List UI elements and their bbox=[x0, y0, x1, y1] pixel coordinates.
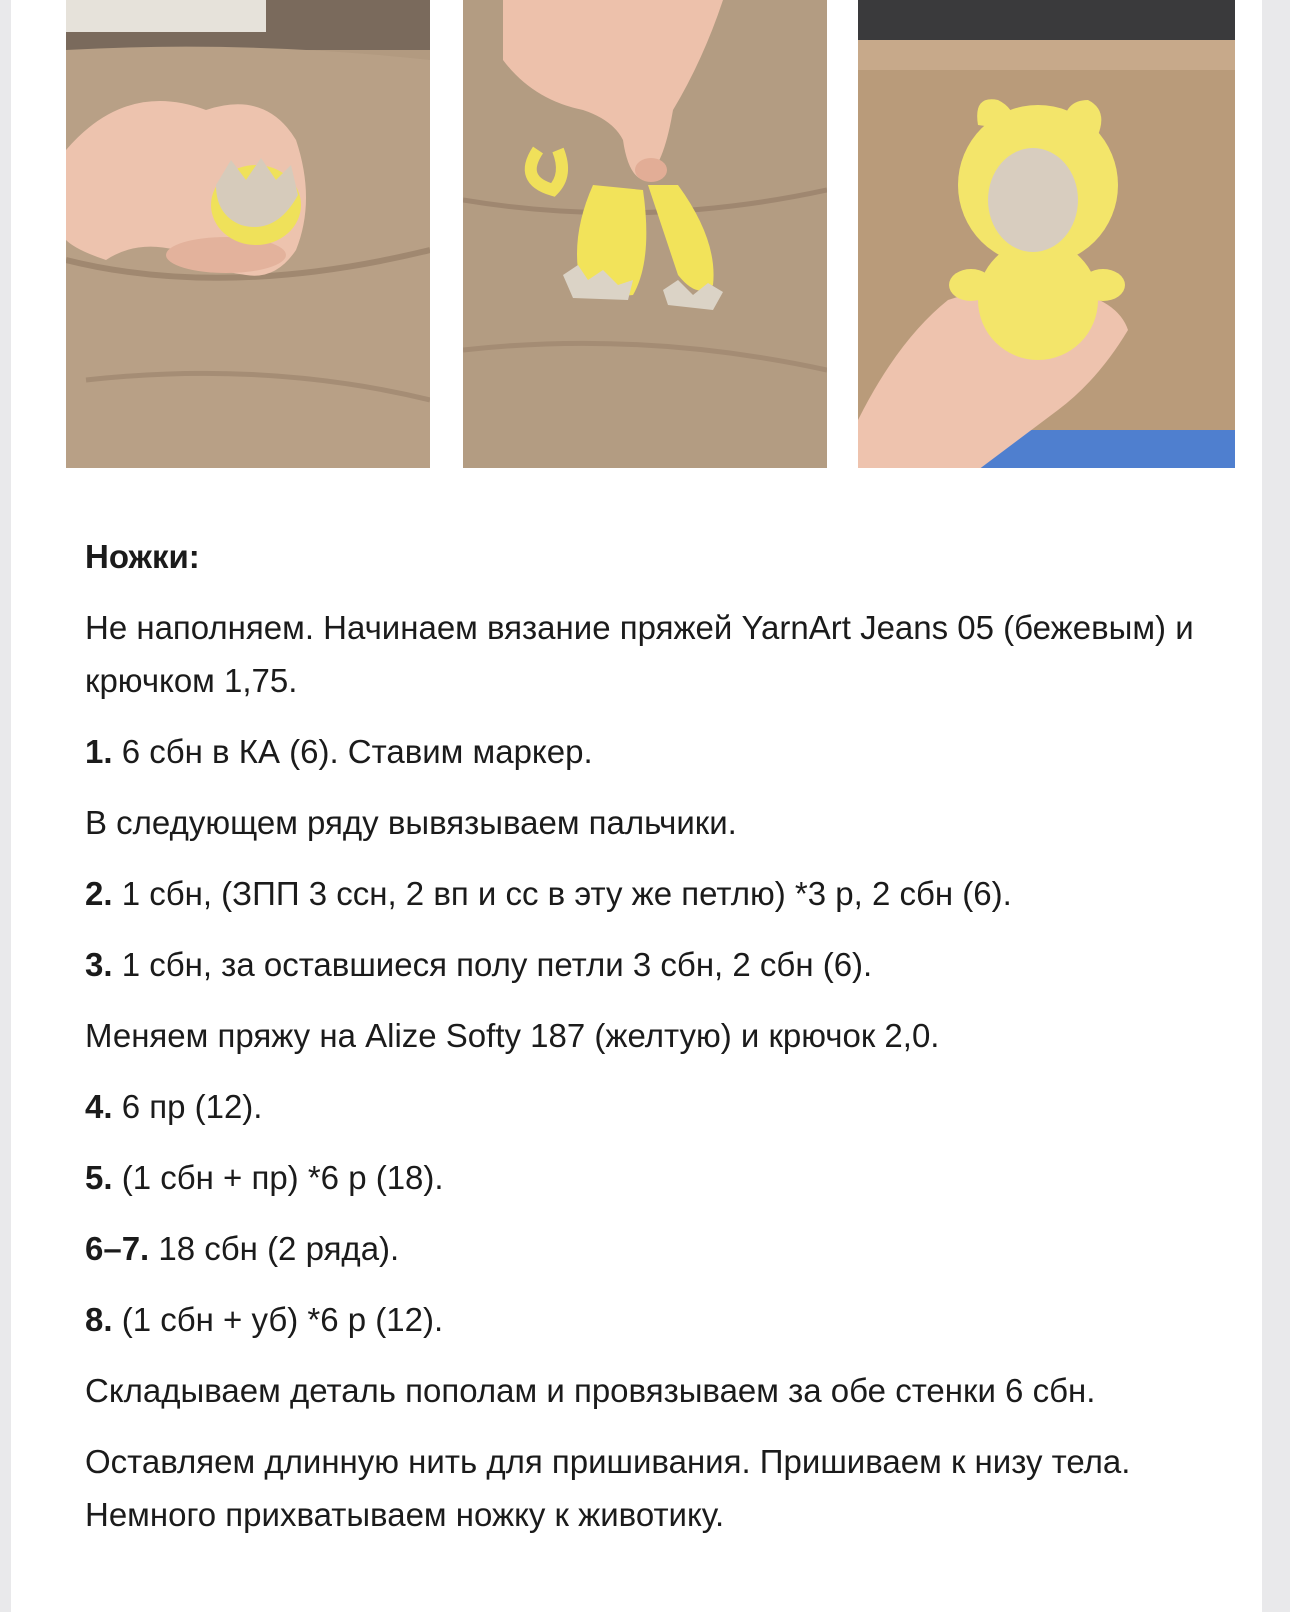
document-page bbox=[11, 0, 1262, 1612]
step-note: Меняем пряжу на Alize Softy 187 (желтую) и крючок 2,0. bbox=[85, 1017, 940, 1054]
step-row bbox=[85, 938, 1225, 991]
intro-paragraph: Не наполняем. Начинаем вязание пряжей YarnArt Jeans 05 (бежевым) и крючком 1,75. bbox=[85, 609, 1194, 699]
step-text: 6 пр (12). bbox=[112, 1088, 263, 1125]
step-text: 18 сбн (2 ряда). bbox=[149, 1230, 400, 1267]
step-text: (1 сбн + уб) *6 р (12). bbox=[112, 1301, 444, 1338]
closing-paragraph: Складываем деталь пополам и провязываем за обе стенки 6 сбн. bbox=[85, 1372, 1096, 1409]
photo-hand-holding-two-legs bbox=[463, 0, 827, 468]
step-text: 1 сбн, за оставшиеся полу петли 3 сбн, 2 сбн (6). bbox=[112, 946, 873, 983]
closing-paragraph: Оставляем длинную нить для пришивания. Пришиваем к низу тела. Немного прихватываем ножку к животику. bbox=[85, 1443, 1131, 1533]
pattern-text bbox=[85, 530, 1225, 1559]
step-row bbox=[85, 1080, 1225, 1133]
step-text: (1 сбн + пр) *6 р (18). bbox=[112, 1159, 444, 1196]
step-text: 6 сбн в КА (6). Ставим маркер. bbox=[112, 733, 593, 770]
step-row bbox=[85, 1151, 1225, 1204]
step-row bbox=[85, 867, 1225, 920]
step-number: 3. bbox=[85, 946, 113, 983]
step-row bbox=[85, 1293, 1225, 1346]
step-number: 4. bbox=[85, 1088, 113, 1125]
photo-hand-holding-toy bbox=[858, 0, 1235, 468]
section-heading: Ножки: bbox=[85, 538, 200, 575]
step-number: 2. bbox=[85, 875, 113, 912]
step-number: 8. bbox=[85, 1301, 113, 1338]
step-number: 1. bbox=[85, 733, 113, 770]
step-row bbox=[85, 1222, 1225, 1275]
step-row bbox=[85, 725, 1225, 778]
photo-hand-holding-foot-piece bbox=[66, 0, 430, 468]
step-number: 5. bbox=[85, 1159, 113, 1196]
step-text: 1 сбн, (ЗПП 3 ссн, 2 вп и сс в эту же петлю) *3 р, 2 сбн (6). bbox=[112, 875, 1012, 912]
step-note: В следующем ряду вывязываем пальчики. bbox=[85, 804, 737, 841]
step-number: 6–7. bbox=[85, 1230, 150, 1267]
